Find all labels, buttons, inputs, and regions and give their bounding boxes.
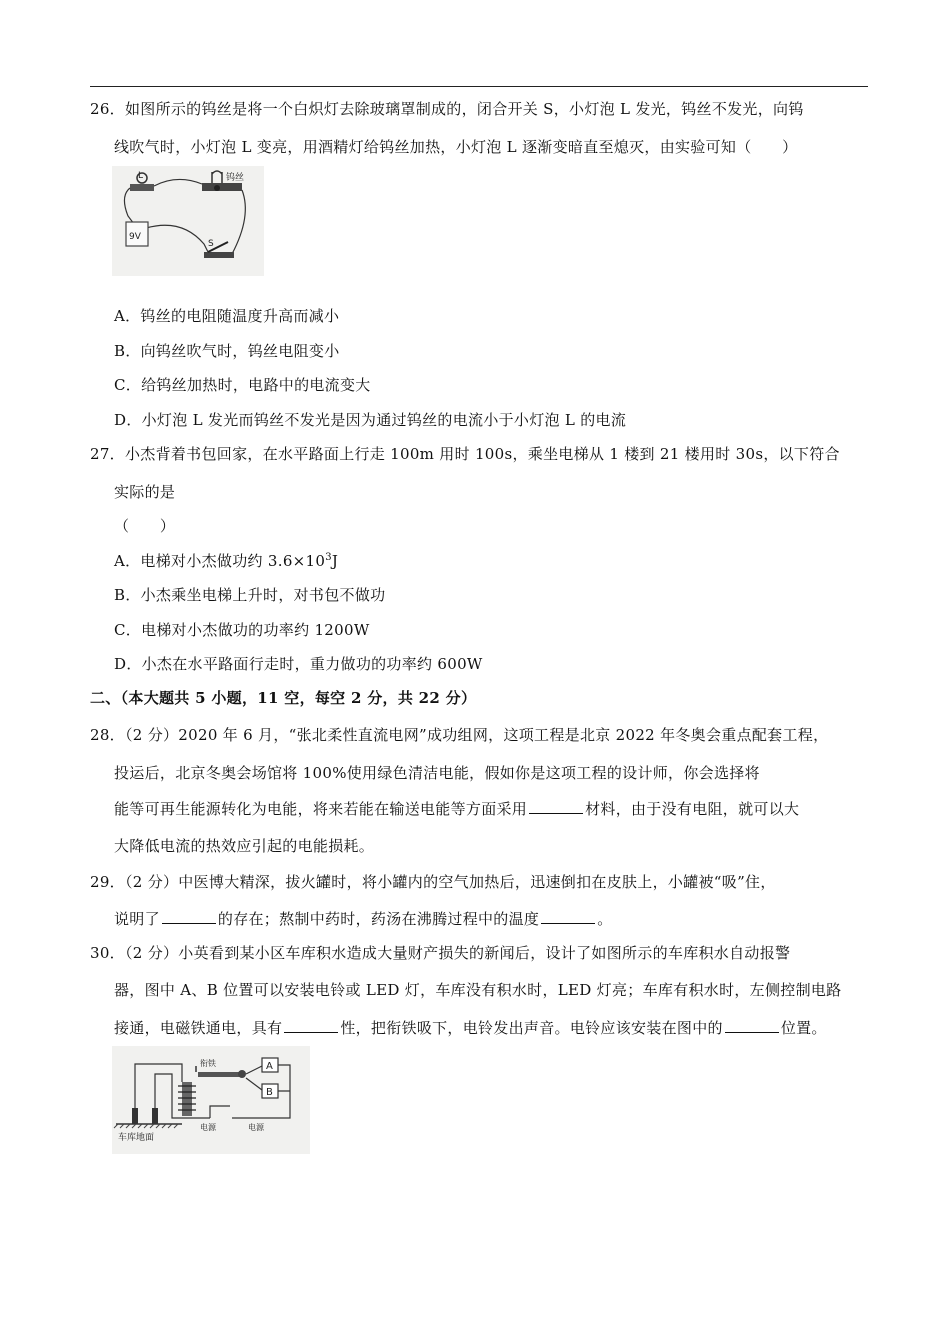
q26-option-a: A．钨丝的电阻随温度升高而减小 — [114, 307, 340, 325]
q29-answer-blank-1[interactable] — [162, 909, 216, 924]
q26-option-c: C．给钨丝加热时，电路中的电流变大 — [114, 376, 371, 394]
q30-label-power-1: 电源 — [200, 1123, 216, 1132]
q30-stem-line1: 30．（2 分）小英看到某小区车库积水造成大量财产损失的新闻后，设计了如图所示的车库积水自动报警 — [90, 944, 791, 962]
q30-answer-blank-1[interactable] — [284, 1018, 338, 1033]
q29-answer-blank-2[interactable] — [541, 909, 595, 924]
q27-answer-brackets: （ ） — [114, 517, 176, 535]
header-rule — [90, 86, 868, 87]
q28-stem-line3: 能等可再生能源转化为电能，将来若能在输送电能等方面采用 材料，由于没有电阻，就可以大 — [114, 800, 800, 818]
q27-option-c: C．电梯对小杰做功的功率约 1200W — [114, 621, 370, 639]
q28-stem-line2: 投运后，北京冬奥会场馆将 100%使用绿色清洁电能，假如你是这项工程的设计师，你会选择将 — [114, 764, 760, 782]
q28-stem-line4: 大降低电流的热效应引起的电能损耗。 — [114, 837, 375, 855]
q26-label-wire: 钨丝 — [226, 173, 245, 183]
q30-label-power-2: 电源 — [248, 1123, 264, 1132]
q30-stem-line3: 接通，电磁铁通电，具有 性，把衔铁吸下，电铃发出声音。电铃应该安装在图中的 位置。 — [114, 1019, 827, 1037]
q26-label-battery: 9V — [129, 232, 141, 242]
q30-alarm-figure — [112, 1046, 310, 1154]
q27-option-a: A．电梯对小杰做功约 $3.6\times 10^3J$ — [114, 552, 339, 570]
q26-label-switch: S — [208, 239, 214, 249]
q29-stem-line2: 说明了 的存在；熬制中药时，药汤在沸腾过程中的温度 。 — [114, 910, 613, 928]
q26-stem-line1: 26．如图所示的钨丝是将一个白炽灯去除玻璃罩制成的，闭合开关 S，小灯泡 L 发光，钨丝不发光，向钨 — [90, 100, 804, 118]
q27-stem-line1: 27．小杰背着书包回家，在水平路面上行走 100m 用时 100s，乘坐电梯从 1 楼到 21 楼用时 30s，以下符合 — [90, 445, 840, 463]
section-2-heading: 二、（本大题共 5 小题，11 空，每空 2 分，共 22 分） — [90, 689, 477, 707]
q30-label-b: B — [266, 1087, 273, 1098]
q27-option-d: D．小杰在水平路面行走时，重力做功的功率约 600W — [114, 655, 483, 673]
q26-stem-line2: 线吹气时，小灯泡 L 变亮，用酒精灯给钨丝加热，小灯泡 L 逐渐变暗直至熄灭，由实验可知（ ） — [114, 138, 798, 156]
q30-label-a: A — [266, 1061, 273, 1072]
q26-option-d: D．小灯泡 L 发光而钨丝不发光是因为通过钨丝的电流小于小灯泡 L 的电流 — [114, 411, 627, 429]
q26-label-l: L — [138, 171, 144, 181]
q29-stem-line1: 29．（2 分）中医博大精深，拔火罐时，将小罐内的空气加热后，迅速倒扣在皮肤上，小罐被“吸”住， — [90, 873, 776, 891]
q26-option-b: B．向钨丝吹气时，钨丝电阻变小 — [114, 342, 340, 360]
q28-stem-line1: 28．（2 分）2020 年 6 月，“张北柔性直流电网”成功组网，这项工程是北京 2022 年冬奥会重点配套工程， — [90, 726, 829, 744]
q27-option-b: B．小杰乘坐电梯上升时，对书包不做功 — [114, 586, 386, 604]
q30-stem-line2: 器，图中 A、B 位置可以安装电铃或 LED 灯，车库没有积水时，LED 灯亮；车库有积水时，左侧控制电路 — [114, 981, 842, 999]
q30-label-floor: 车库地面 — [118, 1133, 155, 1143]
q27-stem-line2: 实际的是 — [114, 483, 176, 501]
q30-label-armature: 衔铁 — [200, 1059, 216, 1068]
q30-answer-blank-2[interactable] — [725, 1018, 779, 1033]
q28-answer-blank[interactable] — [529, 799, 583, 814]
q26-circuit-figure — [112, 166, 264, 276]
